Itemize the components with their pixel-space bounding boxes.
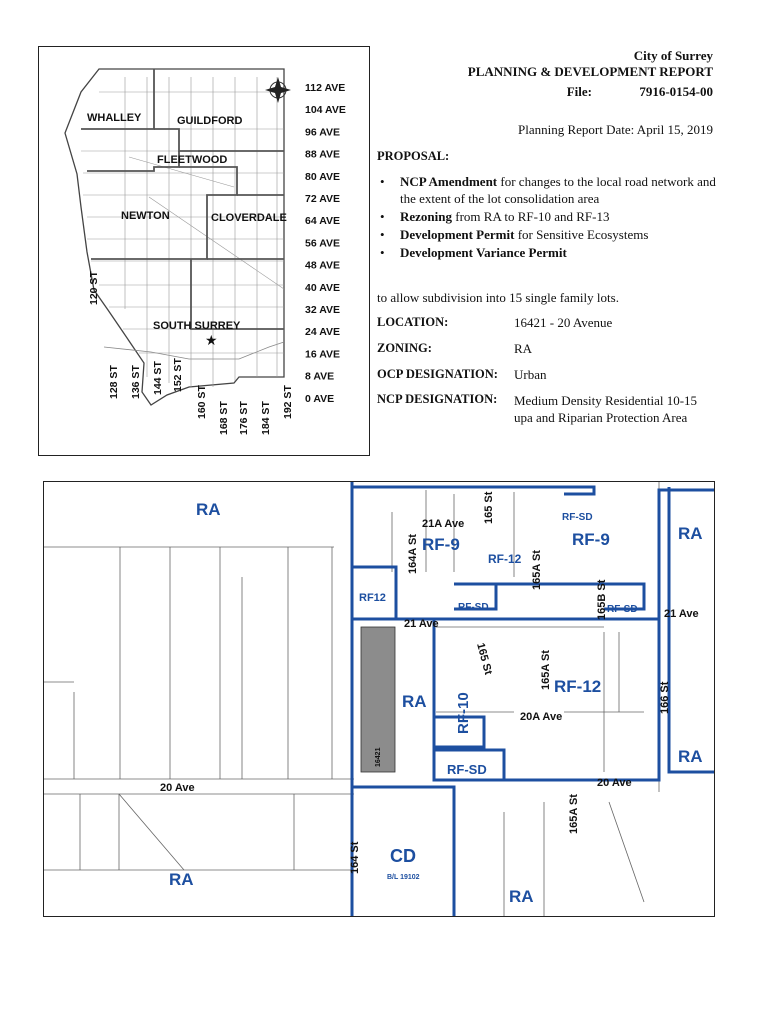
proposal-item: • NCP Amendment for changes to the local road network and the extent of the lot consolidation area — [377, 173, 717, 207]
site-star-icon: ★ — [205, 334, 218, 349]
zone-label: RA — [169, 870, 194, 889]
proposal-item: • Development Variance Permit — [377, 244, 717, 261]
site-map-drawing — [44, 482, 715, 917]
proposal-list — [377, 173, 717, 262]
area-cloverdale: CLOVERDALE — [211, 212, 287, 224]
street-label: 166 St — [659, 681, 671, 714]
zone-label: RF-10 — [455, 692, 472, 734]
zone-label: RF-SD — [458, 602, 489, 613]
zoning-value: RA — [514, 341, 533, 356]
zone-label: RA — [678, 747, 703, 766]
avenue-label: 64 AVE — [305, 215, 341, 228]
area-south-surrey: SOUTH SURREY — [153, 320, 241, 332]
street-label: 20 Ave — [160, 782, 195, 794]
street-label: 21 Ave — [404, 618, 439, 630]
ocp-value: Urban — [514, 367, 547, 382]
avenue-label: 96 AVE — [305, 126, 341, 139]
street-label: 165B St — [596, 579, 608, 620]
street-label: 21A Ave — [422, 518, 465, 530]
zone-label: RA — [402, 692, 427, 711]
area-whalley: WHALLEY — [87, 112, 142, 124]
ncp-value: Medium Density Residential 10-15 upa and Riparian Protection Area — [514, 393, 698, 425]
avenue-label: 0 AVE — [305, 392, 335, 405]
street-label: 165 St — [483, 491, 495, 524]
avenue-labels — [305, 82, 346, 405]
street-label: 128 ST — [108, 365, 120, 399]
lot-number: 16421 — [375, 747, 382, 767]
compass-rose-icon — [265, 77, 291, 103]
street-label: 136 ST — [130, 365, 142, 399]
street-label: 164A St — [407, 534, 419, 574]
avenue-label: 32 AVE — [305, 304, 341, 316]
street-label: 165A St — [568, 794, 580, 834]
avenue-label: 24 AVE — [305, 326, 341, 339]
street-label: 120 ST — [88, 271, 100, 305]
zone-label: RF-12 — [488, 552, 522, 566]
proposal-purpose: to allow subdivision into 15 single family lots. — [377, 290, 619, 305]
zoning-label: ZONING: — [377, 341, 432, 355]
street-label: 20 Ave — [597, 777, 632, 789]
zone-label: RF12 — [359, 592, 386, 604]
street-label: 165A St — [540, 650, 552, 690]
zone-label: RA — [678, 524, 703, 543]
street-label: 152 ST — [172, 358, 184, 392]
zone-label: RA — [196, 500, 221, 519]
proposal-item: • Rezoning from RA to RF-10 and RF-13 — [377, 208, 717, 225]
street-label: 144 ST — [152, 361, 164, 395]
file-label: File: — [566, 84, 592, 99]
location-label: LOCATION: — [377, 315, 449, 329]
location-value: 16421 - 20 Avenue — [514, 315, 613, 330]
area-newton: NEWTON — [121, 210, 170, 222]
street-label: 21 Ave — [664, 608, 699, 620]
avenue-label: 80 AVE — [305, 170, 341, 183]
street-label: 176 ST — [238, 401, 250, 435]
avenue-label: 16 AVE — [305, 348, 341, 361]
ncp-label: NCP DESIGNATION: — [377, 392, 498, 406]
street-label: 20A Ave — [520, 711, 563, 723]
avenue-label: 48 AVE — [305, 259, 341, 272]
report-title: PLANNING & DEVELOPMENT REPORT — [467, 64, 713, 79]
avenue-label: 40 AVE — [305, 281, 341, 294]
area-guildford: GUILDFORD — [177, 115, 243, 127]
file-number: 7916-0154-00 — [639, 84, 713, 99]
proposal-item: • Development Permit for Sensitive Ecosystems — [377, 226, 717, 243]
zone-label: RF-SD — [607, 604, 638, 615]
avenue-label: 56 AVE — [305, 237, 341, 250]
avenue-label: 72 AVE — [305, 193, 341, 205]
street-label: 165A St — [531, 550, 543, 590]
zone-label: RF-SD — [562, 512, 593, 523]
zone-labels — [169, 500, 703, 906]
ocp-label: OCP DESIGNATION: — [377, 367, 498, 381]
street-label: 165 St — [474, 641, 495, 677]
zone-label: RF-9 — [572, 530, 610, 549]
proposal-heading: PROPOSAL: — [377, 149, 450, 163]
cd-bylaw: B/L 19102 — [387, 874, 420, 881]
area-fleetwood: FLEETWOOD — [157, 154, 228, 166]
street-label: 168 ST — [218, 401, 230, 435]
zone-label: CD — [390, 846, 416, 866]
street-label: 184 ST — [260, 401, 272, 435]
avenue-label: 88 AVE — [305, 148, 341, 161]
avenue-label: 8 AVE — [305, 370, 335, 383]
key-map — [38, 46, 370, 456]
site-map — [43, 481, 715, 917]
street-label: 160 ST — [196, 385, 208, 419]
zone-label: RF-SD — [447, 762, 487, 777]
key-map-drawing — [39, 47, 370, 456]
zone-label: RF-12 — [554, 677, 602, 696]
street-label: 164 St — [349, 841, 361, 874]
avenue-label: 104 AVE — [305, 104, 346, 117]
avenue-label: 112 AVE — [305, 82, 346, 94]
zone-label: RF-9 — [422, 535, 460, 554]
zone-label: RA — [509, 887, 534, 906]
street-label: 192 ST — [282, 385, 294, 419]
city-name: City of Surrey — [633, 48, 713, 63]
report-date: Planning Report Date: April 15, 2019 — [518, 122, 713, 137]
